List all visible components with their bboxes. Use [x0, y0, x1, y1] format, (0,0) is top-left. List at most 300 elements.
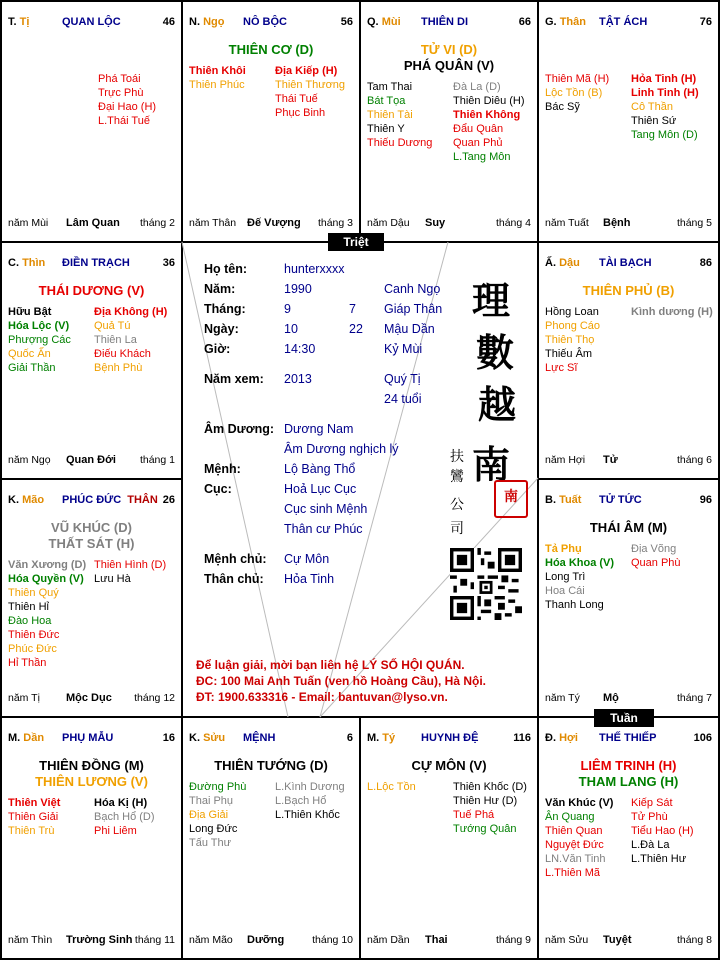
palace-footer	[545, 217, 712, 231]
calligraphy-small-3: 公	[450, 497, 464, 513]
minor-star[interactable]: Tuế Phá	[453, 809, 495, 821]
minor-star[interactable]: L.Bạch Hổ	[275, 795, 327, 807]
palace-stem	[189, 732, 225, 744]
palace-stem	[8, 257, 45, 269]
minor-star[interactable]: Linh Tinh (H)	[631, 87, 699, 99]
palace-tuat[interactable]	[539, 480, 718, 716]
menhchu-value: Cự Môn	[284, 552, 330, 566]
minor-star[interactable]: L.Thiên Khốc	[275, 809, 340, 821]
minor-star[interactable]: Địa Không (H)	[94, 306, 168, 318]
trang-sinh: Suy	[425, 217, 446, 229]
minor-star[interactable]: Địa Kiếp (H)	[275, 65, 338, 77]
palace-header	[8, 16, 175, 30]
minor-star[interactable]: Hữu Bật	[8, 306, 52, 318]
calligraphy-char-2: 數	[476, 330, 515, 375]
minor-star[interactable]: L.Tang Môn	[453, 151, 511, 163]
palace-hoi[interactable]	[539, 718, 718, 958]
minor-star[interactable]: Hoa Cái	[545, 585, 585, 597]
palace-age: 106	[693, 732, 712, 744]
palace-suu[interactable]	[183, 718, 359, 958]
minor-stars-right	[631, 542, 715, 570]
palace-age: 76	[699, 16, 712, 28]
name-label: Họ tên:	[204, 262, 248, 276]
palace-ty[interactable]	[361, 718, 537, 958]
minor-star[interactable]: Thiên Phúc	[189, 79, 245, 91]
minor-star[interactable]: Thiên Hỉ	[8, 601, 49, 613]
house-name	[62, 257, 130, 269]
minor-star[interactable]: L.Thái Tuế	[98, 115, 150, 127]
limit-year: năm Mùi	[8, 217, 49, 229]
minor-star[interactable]: Tiểu Hao (H)	[631, 825, 694, 837]
yinyang-1: Dương Nam	[284, 422, 354, 436]
minor-star[interactable]: Hồng Loan	[545, 306, 599, 318]
palace-footer	[367, 217, 531, 231]
menh-label: Mệnh:	[204, 462, 241, 476]
minor-star[interactable]: Đại Hao (H)	[98, 101, 157, 113]
palace-mui[interactable]	[361, 2, 537, 241]
minor-star[interactable]: Thiên Y	[367, 123, 405, 135]
main-star[interactable]: CỰ MÔN (V)	[411, 758, 487, 773]
cuc-3: Thân cư Phúc	[284, 522, 363, 536]
minor-star[interactable]: Địa Võng	[631, 543, 677, 555]
house-label: ĐIỀN TRẠCH	[62, 257, 130, 269]
minor-star[interactable]: Phục Binh	[275, 107, 326, 119]
triet-tag: Triệt	[328, 233, 384, 251]
minor-stars-right	[98, 72, 181, 128]
palace-footer	[545, 454, 712, 468]
main-stars	[2, 520, 181, 552]
stem-label: G.	[545, 16, 557, 28]
minor-star[interactable]: Thiên Giải	[8, 811, 59, 823]
minor-star[interactable]: Long Trì	[545, 571, 586, 583]
minor-star[interactable]: Thiên Không	[453, 109, 521, 121]
minor-star[interactable]: Thiên Việt	[8, 797, 61, 809]
minor-star[interactable]: Thiên Quan	[545, 825, 603, 837]
limit-month: tháng 3	[317, 217, 353, 229]
branch-label: Dậu	[559, 257, 580, 269]
main-star[interactable]: THÁI ÂM (M)	[589, 520, 668, 535]
main-star[interactable]: LIÊM TRINH (H)	[580, 758, 677, 773]
day-lunar: 22	[349, 322, 363, 336]
minor-star[interactable]: Hóa Lộc (V)	[8, 320, 70, 332]
minor-star[interactable]: Đào Hoa	[8, 615, 52, 627]
menhchu-label: Mệnh chủ:	[204, 552, 267, 566]
main-star[interactable]: THAM LANG (H)	[578, 774, 679, 789]
main-star[interactable]: THÁI DƯƠNG (V)	[38, 283, 145, 298]
palace-header	[8, 257, 175, 271]
minor-star[interactable]: Đẩu Quân	[453, 123, 504, 135]
palace-header	[545, 16, 712, 30]
house-name	[62, 732, 113, 744]
main-stars	[361, 758, 537, 774]
palace-header	[545, 494, 712, 508]
minor-star[interactable]: Thiên Khôi	[189, 65, 246, 77]
branch-label: Tý	[382, 732, 396, 744]
palace-thin[interactable]	[2, 243, 181, 478]
minor-stars-right	[94, 558, 178, 586]
minor-star[interactable]: Thiên Trù	[8, 825, 55, 837]
minor-stars-right	[94, 305, 178, 375]
stem-label: K.	[8, 494, 19, 506]
palace-stem	[367, 16, 401, 28]
day-solar: 10	[284, 322, 298, 336]
palace-age: 36	[162, 257, 175, 269]
house-name	[421, 16, 468, 28]
house-label: QUAN LỘC	[62, 16, 121, 28]
minor-star[interactable]: Phượng Các	[8, 334, 71, 346]
trang-sinh: Mộ	[603, 692, 619, 704]
red-seal-stamp: 南	[494, 480, 528, 518]
branch-label: Hợi	[559, 732, 578, 744]
minor-star[interactable]: L.Kình Dương	[275, 781, 345, 793]
minor-star[interactable]: Quan Phù	[631, 557, 681, 569]
month-lunar: 7	[349, 302, 356, 316]
minor-star[interactable]: Tử Phù	[631, 811, 668, 823]
palace-header	[545, 257, 712, 271]
minor-star[interactable]: Giải Thần	[8, 362, 56, 374]
hour-canchi: Kỷ Mùi	[384, 342, 423, 356]
house-label: TẬT ÁCH	[599, 16, 648, 28]
trang-sinh: Đế Vượng	[247, 217, 301, 229]
minor-star[interactable]: Thiên Quý	[8, 587, 59, 599]
calligraphy-char-3: 越	[478, 382, 517, 427]
main-star[interactable]: TỬ VI (D)	[420, 42, 478, 57]
year-value: 1990	[284, 282, 312, 296]
limit-month: tháng 10	[312, 934, 353, 946]
minor-star[interactable]: Ân Quang	[545, 811, 595, 823]
house-label: TỬ TỨC	[599, 494, 642, 506]
cuc-1: Hoả Lục Cục	[284, 482, 357, 496]
minor-star[interactable]: Tả Phụ	[545, 543, 582, 555]
palace-footer	[8, 454, 175, 468]
house-name	[599, 16, 647, 28]
main-stars	[2, 758, 181, 790]
name-value: hunterxxxx	[284, 262, 345, 276]
minor-stars-left	[8, 305, 92, 375]
trang-sinh: Thai	[425, 934, 448, 946]
minor-star[interactable]: Thiên Diêu (H)	[453, 95, 525, 107]
minor-star[interactable]: Quả Tú	[94, 320, 131, 332]
minor-star[interactable]: Tang Môn (D)	[631, 129, 698, 141]
minor-star[interactable]: Kiếp Sát	[631, 797, 673, 809]
minor-stars-left	[545, 72, 629, 114]
house-name	[62, 494, 158, 506]
minor-star[interactable]: Hóa Khoa (V)	[545, 557, 615, 569]
palace-header	[545, 732, 712, 746]
main-star[interactable]: THIÊN TƯỚNG (D)	[214, 758, 328, 773]
minor-star[interactable]: Thiên Đức	[8, 629, 60, 641]
minor-star[interactable]: Hỏa Tinh (H)	[631, 73, 697, 85]
limit-month: tháng 9	[495, 934, 531, 946]
calligraphy-char-1: 理	[472, 278, 511, 323]
limit-year: năm Hợi	[545, 454, 586, 466]
branch-label: Thìn	[22, 257, 46, 269]
minor-star[interactable]: Bác Sỹ	[545, 101, 580, 113]
main-star[interactable]: PHÁ QUÂN (V)	[403, 58, 495, 73]
limit-year: năm Dậu	[367, 217, 410, 229]
view-year: 2013	[284, 372, 312, 386]
limit-year: năm Tý	[545, 692, 580, 704]
main-star[interactable]: THIÊN LƯƠNG (V)	[35, 774, 148, 789]
palace-header	[8, 494, 175, 508]
minor-star[interactable]: Thiếu Âm	[545, 348, 593, 360]
minor-star[interactable]: Quan Phủ	[453, 137, 503, 149]
minor-stars-right	[631, 305, 715, 319]
minor-star[interactable]: Hóa Kị (H)	[94, 797, 148, 809]
minor-star[interactable]: Phá Toái	[98, 73, 141, 85]
stem-label: C.	[8, 257, 19, 269]
minor-stars-right	[631, 72, 715, 142]
minor-stars-left	[367, 80, 451, 150]
month-solar: 9	[284, 302, 291, 316]
branch-label: Thân	[559, 16, 586, 28]
menh-value: Lộ Bàng Thổ	[284, 462, 356, 476]
palace-footer	[8, 217, 175, 231]
than-marker: THÂN	[127, 494, 158, 506]
main-star[interactable]: THIÊN PHỦ (B)	[582, 283, 675, 298]
palace-header	[8, 732, 175, 746]
minor-star[interactable]: Thiên Thọ	[545, 334, 595, 346]
palace-footer	[8, 934, 175, 948]
view-canchi: Quý Tị	[384, 372, 421, 386]
minor-star[interactable]: Nguyệt Đức	[545, 839, 604, 851]
limit-year: năm Thìn	[8, 934, 53, 946]
minor-star[interactable]: Hỉ Thần	[8, 657, 47, 669]
main-star[interactable]: THIÊN CƠ (D)	[228, 42, 314, 57]
limit-year: năm Sửu	[545, 934, 589, 946]
calligraphy-small-2: 鸞	[450, 469, 464, 485]
minor-star[interactable]: Kình dương (H)	[631, 306, 713, 318]
palace-age: 16	[162, 732, 175, 744]
stem-label: Đ.	[545, 732, 556, 744]
thanchu-value: Hỏa Tinh	[284, 572, 335, 586]
stem-label: B.	[545, 494, 556, 506]
main-stars	[183, 42, 359, 58]
main-stars	[183, 758, 359, 774]
palace-footer	[189, 934, 353, 948]
minor-stars-right	[453, 80, 537, 164]
branch-label: Tị	[19, 16, 30, 28]
month-label: Tháng:	[204, 302, 246, 316]
minor-star[interactable]: L.Thiên Hư	[631, 853, 687, 865]
contact-line-1: Để luận giải, mời bạn liên hệ LÝ SỐ HỘI QUÁN.	[196, 658, 465, 672]
thanchu-label: Thân chủ:	[204, 572, 264, 586]
stem-label: N.	[189, 16, 200, 28]
minor-star[interactable]: Đường Phù	[189, 781, 247, 793]
minor-star[interactable]: Long Đức	[189, 823, 238, 835]
palace-age: 86	[699, 257, 712, 269]
minor-stars-left	[367, 780, 451, 794]
minor-star[interactable]: Thiên Sứ	[631, 115, 677, 127]
palace-stem	[545, 16, 586, 28]
main-star[interactable]: THẤT SÁT (H)	[48, 536, 135, 551]
trang-sinh: Bệnh	[603, 217, 631, 229]
minor-star[interactable]: Thiên Hình (D)	[94, 559, 167, 571]
day-canchi: Mậu Dần	[384, 322, 435, 336]
palace-stem	[189, 16, 224, 28]
house-name	[421, 732, 478, 744]
minor-star[interactable]: L.Thiên Mã	[545, 867, 601, 879]
palace-dau[interactable]	[539, 243, 718, 478]
stem-label: M.	[8, 732, 21, 744]
limit-year: năm Tị	[8, 692, 40, 704]
palace-stem	[545, 257, 580, 269]
minor-stars-right	[275, 780, 359, 822]
palace-age: 56	[340, 16, 353, 28]
limit-month: tháng 11	[134, 934, 175, 946]
palace-footer	[8, 692, 175, 706]
limit-month: tháng 5	[676, 217, 712, 229]
main-stars	[2, 283, 181, 299]
branch-label: Mùi	[381, 16, 401, 28]
trang-sinh: Trường Sinh	[66, 934, 133, 946]
minor-star[interactable]: Bạch Hổ (D)	[94, 811, 155, 823]
minor-star[interactable]: Tấu Thư	[189, 837, 232, 849]
minor-stars-left	[8, 796, 92, 838]
house-name	[599, 257, 652, 269]
stem-label: Q.	[367, 16, 379, 28]
minor-star[interactable]: Phúc Đức	[8, 643, 57, 655]
house-label: THẾ THIẾP	[599, 732, 657, 744]
house-label: PHỤ MẪU	[62, 732, 114, 744]
hour-label: Giờ:	[204, 342, 231, 356]
branch-label: Mão	[22, 494, 45, 506]
minor-star[interactable]: Tam Thai	[367, 81, 413, 93]
minor-star[interactable]: L.Lộc Tồn	[367, 781, 416, 793]
limit-year: năm Dần	[367, 934, 410, 946]
main-stars	[361, 42, 537, 74]
main-stars	[539, 520, 718, 536]
minor-star[interactable]: Thái Tuế	[275, 93, 318, 105]
hour-value: 14:30	[284, 342, 316, 356]
palace-than[interactable]	[539, 2, 718, 241]
limit-month: tháng 6	[676, 454, 712, 466]
minor-star[interactable]: Lưu Hà	[94, 573, 131, 585]
main-star[interactable]: THIÊN ĐỒNG (M)	[39, 758, 144, 773]
limit-month: tháng 8	[676, 934, 712, 946]
limit-year: năm Thân	[189, 217, 237, 229]
palace-age: 6	[346, 732, 353, 744]
palace-mao[interactable]	[2, 480, 181, 716]
palace-age: 46	[162, 16, 175, 28]
main-stars	[539, 283, 718, 299]
minor-stars-left	[545, 796, 629, 880]
limit-month: tháng 2	[139, 217, 175, 229]
palace-header	[367, 16, 531, 30]
calligraphy-small-1: 扶	[450, 449, 464, 465]
year-canchi: Canh Ngọ	[384, 282, 441, 296]
stem-label: M.	[367, 732, 380, 744]
minor-star[interactable]: Phong Cáo	[545, 320, 601, 332]
minor-star[interactable]: Thanh Long	[545, 599, 604, 611]
house-name	[599, 732, 656, 744]
minor-star[interactable]: L.Đà La	[631, 839, 670, 851]
calligraphy-small-4: 司	[450, 521, 464, 537]
minor-star[interactable]: Thiên Mã (H)	[545, 73, 610, 85]
yinyang-label: Âm Dương:	[204, 422, 275, 436]
limit-month: tháng 12	[134, 692, 175, 704]
minor-star[interactable]: Bệnh Phù	[94, 362, 143, 374]
qr-code-icon[interactable]	[450, 548, 522, 620]
palace-header	[367, 732, 531, 746]
minor-star[interactable]: Phi Liêm	[94, 825, 137, 837]
palace-stem	[8, 494, 44, 506]
minor-star[interactable]: Quốc Ấn	[8, 348, 51, 360]
minor-stars-right	[631, 796, 715, 866]
house-name	[243, 732, 275, 744]
palace-ti[interactable]	[2, 2, 181, 241]
minor-star[interactable]: Lộc Tồn (B)	[545, 87, 603, 99]
house-name	[243, 16, 287, 28]
palace-stem	[545, 732, 578, 744]
palace-age: 96	[699, 494, 712, 506]
minor-star[interactable]: Thiên Khốc (D)	[453, 781, 527, 793]
house-label: TÀI BẠCH	[599, 257, 652, 269]
calligraphy-char-4: 南	[472, 442, 511, 487]
stem-label: T.	[8, 16, 17, 28]
branch-label: Sửu	[203, 732, 226, 744]
palace-age: 26	[162, 494, 175, 506]
view-year-label: Năm xem:	[204, 372, 264, 386]
limit-month: tháng 7	[676, 692, 712, 704]
minor-star[interactable]: LN.Văn Tinh	[545, 853, 606, 865]
minor-star[interactable]: Thiên Thương	[275, 79, 346, 91]
palace-ngo[interactable]	[183, 2, 359, 241]
minor-star[interactable]: Thai Phụ	[189, 795, 234, 807]
contact-line-3[interactable]: ĐT: 1900.633316 - Email: bantuvan@lyso.vn.	[196, 690, 448, 704]
minor-star[interactable]: Thiên La	[94, 334, 137, 346]
limit-year: năm Ngọ	[8, 454, 51, 466]
palace-footer	[545, 692, 712, 706]
minor-star[interactable]: Thiên Tài	[367, 109, 413, 121]
house-label: PHÚC ĐỨC	[62, 494, 122, 506]
minor-star[interactable]: Văn Xương (D)	[8, 559, 87, 571]
limit-year: năm Tuất	[545, 217, 589, 229]
main-star[interactable]: VŨ KHÚC (D)	[51, 520, 132, 535]
cuc-label: Cục:	[204, 482, 232, 496]
stem-label: Ấ.	[545, 257, 556, 269]
minor-star[interactable]: Đà La (D)	[453, 81, 501, 93]
minor-stars-right	[453, 780, 537, 836]
cuc-2: Cục sinh Mệnh	[284, 502, 368, 516]
trang-sinh: Tử	[603, 454, 618, 466]
minor-star[interactable]: Văn Khúc (V)	[545, 797, 614, 809]
minor-stars-left	[545, 542, 629, 612]
minor-stars-left	[8, 558, 92, 670]
minor-star[interactable]: Điếu Khách	[94, 348, 151, 360]
minor-star[interactable]: Trực Phù	[98, 87, 144, 99]
minor-star[interactable]: Thiên Hư (D)	[453, 795, 518, 807]
palace-dan[interactable]	[2, 718, 181, 958]
minor-star[interactable]: Địa Giải	[189, 809, 229, 821]
minor-star[interactable]: Hóa Quyền (V)	[8, 573, 84, 585]
minor-star[interactable]: Bát Tọa	[367, 95, 406, 107]
minor-star[interactable]: Lực Sĩ	[545, 362, 578, 374]
minor-star[interactable]: Tướng Quân	[453, 823, 517, 835]
minor-star[interactable]: Thiếu Dương	[367, 137, 433, 149]
minor-star[interactable]: Cô Thần	[631, 101, 673, 113]
limit-month: tháng 4	[495, 217, 531, 229]
day-label: Ngày:	[204, 322, 239, 336]
trang-sinh: Dưỡng	[247, 934, 285, 946]
branch-label: Dần	[23, 732, 45, 744]
branch-label: Tuất	[559, 494, 582, 506]
palace-age: 66	[518, 16, 531, 28]
contact-line-2: ĐC: 100 Mai Anh Tuấn (ven hồ Hoàng Cầu), Hà Nội.	[196, 674, 487, 688]
palace-stem	[545, 494, 581, 506]
yinyang-2: Âm Dương nghịch lý	[284, 442, 399, 456]
trang-sinh: Mộc Dục	[66, 692, 112, 704]
